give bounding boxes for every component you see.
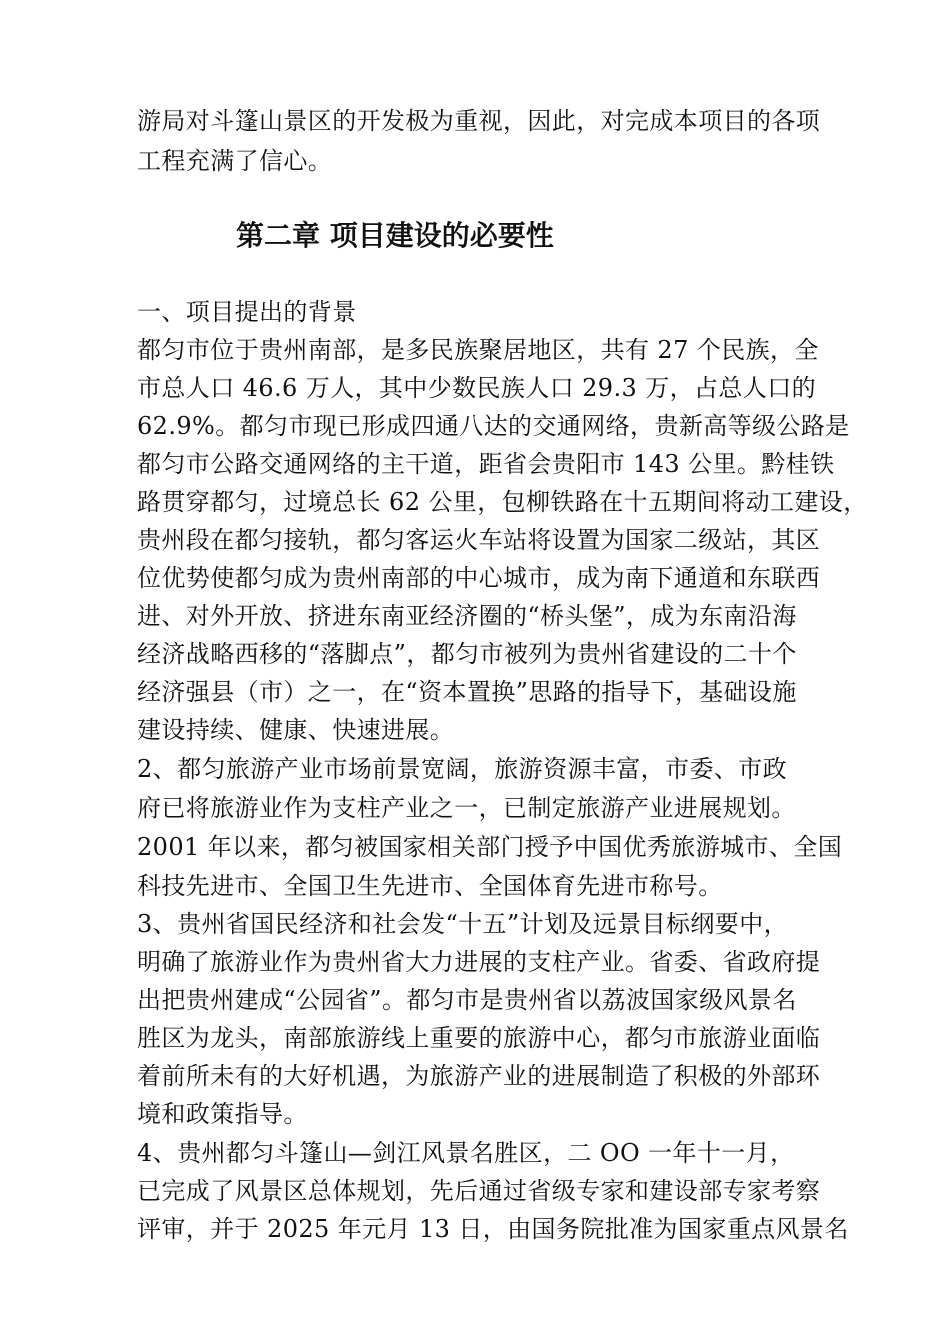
paragraph-line: 都匀市公路交通网络的主干道，距省会贵阳市 143 公里。黔桂铁 xyxy=(137,450,835,478)
paragraph-line: 市总人口 46.6 万人，其中少数民族人口 29.3 万，占总人口的 xyxy=(137,374,816,402)
intro-line: 工程充满了信心。 xyxy=(137,147,333,175)
paragraph-line: 4、贵州都匀斗篷山—剑江风景名胜区，二 OO 一年十一月， xyxy=(137,1139,795,1167)
paragraph-line: 位优势使都匀成为贵州南部的中心城市，成为南下通道和东联西 xyxy=(137,564,821,592)
paragraph-line: 明确了旅游业作为贵州省大力进展的支柱产业。省委、省政府提 xyxy=(137,948,821,976)
paragraph-line: 2001 年以来，都匀被国家相关部门授予中国优秀旅游城市、全国 xyxy=(137,833,843,861)
paragraph-line: 出把贵州建成“公园省”。都匀市是贵州省以荔波国家级风景名 xyxy=(137,986,797,1014)
paragraph-line: 经济战略西移的“落脚点”，都匀市被列为贵州省建设的二十个 xyxy=(137,640,797,668)
paragraph-line: 路贯穿都匀，过境总长 62 公里，包柳铁路在十五期间将动工建设， xyxy=(137,488,868,516)
section-title: 一、项目提出的背景 xyxy=(137,298,357,326)
paragraph-line: 进、对外开放、挤进东南亚经济圈的“桥头堡”，成为东南沿海 xyxy=(137,602,797,630)
paragraph-line: 科技先进市、全国卫生先进市、全国体育先进市称号。 xyxy=(137,872,723,900)
paragraph-line: 贵州段在都匀接轨，都匀客运火车站将设置为国家二级站，其区 xyxy=(137,526,821,554)
paragraph-line: 62.9%。都匀市现已形成四通八达的交通网络，贵新高等级公路是 xyxy=(137,412,850,440)
intro-line: 游局对斗篷山景区的开发极为重视，因此，对完成本项目的各项 xyxy=(137,107,821,135)
chapter-title: 第二章 项目建设的必要性 xyxy=(236,219,554,252)
paragraph-line: 3、贵州省国民经济和社会发“十五”计划及远景目标纲要中， xyxy=(137,910,789,938)
paragraph-line: 着前所未有的大好机遇，为旅游产业的进展制造了积极的外部环 xyxy=(137,1062,821,1090)
paragraph-line: 2、都匀旅游产业市场前景宽阔，旅游资源丰富，市委、市政 xyxy=(137,755,788,783)
paragraph-line: 都匀市位于贵州南部，是多民族聚居地区，共有 27 个民族，全 xyxy=(137,336,819,364)
paragraph-line: 建设持续、健康、快速进展。 xyxy=(137,716,455,744)
paragraph-line: 胜区为龙头，南部旅游线上重要的旅游中心，都匀市旅游业面临 xyxy=(137,1024,821,1052)
paragraph-line: 府已将旅游业作为支柱产业之一，已制定旅游产业进展规划。 xyxy=(137,794,796,822)
paragraph-line: 经济强县（市）之一，在“资本置换”思路的指导下，基础设施 xyxy=(137,678,797,706)
paragraph-line: 境和政策指导。 xyxy=(137,1100,308,1128)
paragraph-line: 已完成了风景区总体规划，先后通过省级专家和建设部专家考察 xyxy=(137,1177,821,1205)
paragraph-line: 评审，并于 2025 年元月 13 日，由国务院批准为国家重点风景名 xyxy=(137,1215,849,1243)
